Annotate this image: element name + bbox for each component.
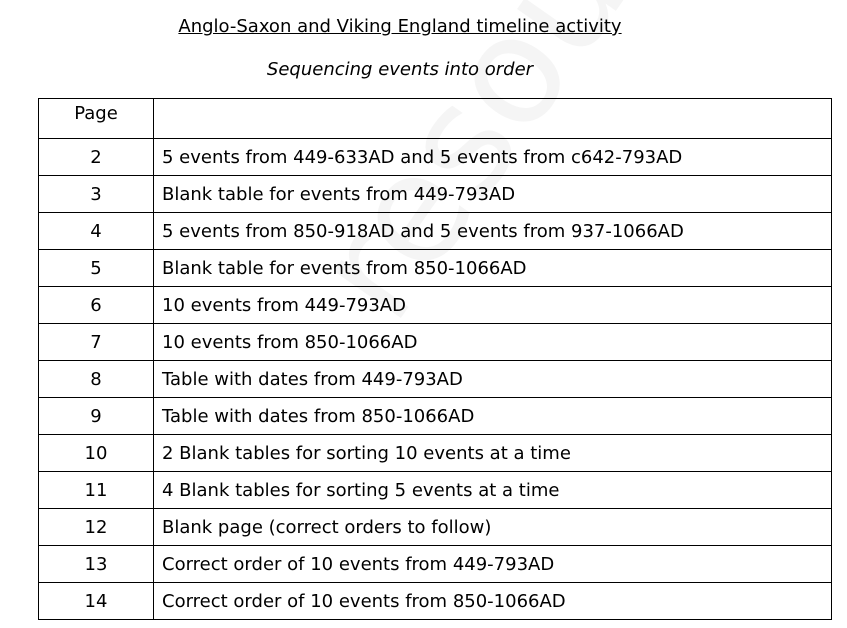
table-row [39,361,832,398]
description-cell: 5 events from 449-633AD and 5 events from c642-793AD [154,139,832,176]
table-row [39,546,832,583]
table-row [39,250,832,287]
description-cell: Blank page (correct orders to follow) [154,509,832,546]
document-title: Anglo-Saxon and Viking England timeline activity [178,16,622,37]
page-number-cell: 11 [39,472,154,509]
page-number-cell: 4 [39,213,154,250]
description-cell: 10 events from 449-793AD [154,287,832,324]
table-row [39,509,832,546]
description-cell: 10 events from 850-1066AD [154,324,832,361]
table-row [39,435,832,472]
table-row [39,176,832,213]
header-description-cell [154,99,832,139]
page-number-cell: 14 [39,583,154,620]
page-number-cell: 13 [39,546,154,583]
table-row [39,139,832,176]
page-number-cell: 2 [39,139,154,176]
description-cell: 4 Blank tables for sorting 5 events at a time [154,472,832,509]
table-row [39,583,832,620]
page-number-cell: 3 [39,176,154,213]
table-row [39,398,832,435]
page-number-cell: 6 [39,287,154,324]
table-header-row [39,99,832,139]
table-row [39,472,832,509]
page-number-cell: 8 [39,361,154,398]
description-cell: 5 events from 850-918AD and 5 events from 937-1066AD [154,213,832,250]
page-number-cell: 12 [39,509,154,546]
document-subtitle: Sequencing events into order [266,59,534,80]
description-cell: Table with dates from 449-793AD [154,361,832,398]
page-number-cell: 10 [39,435,154,472]
description-cell: Blank table for events from 850-1066AD [154,250,832,287]
table-row [39,324,832,361]
page-number-cell: 9 [39,398,154,435]
page-number-cell: 5 [39,250,154,287]
description-cell: Correct order of 10 events from 449-793AD [154,546,832,583]
table-row [39,287,832,324]
description-cell: 2 Blank tables for sorting 10 events at a time [154,435,832,472]
contents-table [38,98,832,620]
description-cell: Correct order of 10 events from 850-1066AD [154,583,832,620]
page-number-cell: 7 [39,324,154,361]
header-page-cell: Page [39,99,154,139]
description-cell: Blank table for events from 449-793AD [154,176,832,213]
table-row [39,213,832,250]
description-cell: Table with dates from 850-1066AD [154,398,832,435]
